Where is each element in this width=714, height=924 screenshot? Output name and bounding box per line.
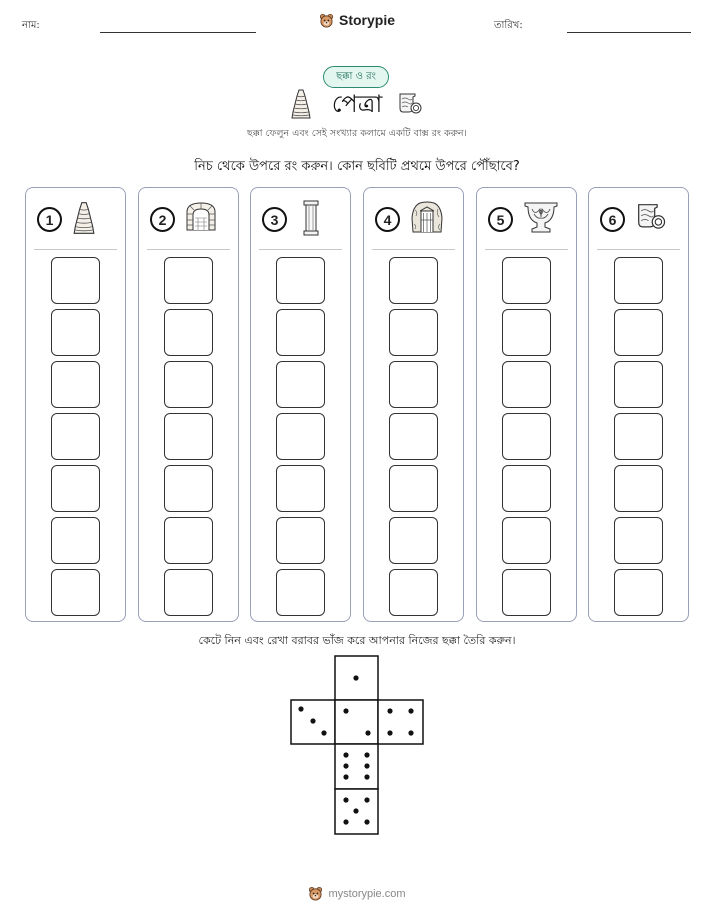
- column-number: 1: [37, 207, 62, 232]
- dice-face-4: [378, 700, 423, 744]
- column-number: 5: [488, 207, 513, 232]
- instruction-text: ছক্কা ফেলুন এবং সেই সংখ্যার কলামে একটি বাক্স রং করুন।: [247, 128, 467, 139]
- question-text: নিচ থেকে উপরে রং করুন। কোন ছবিটি প্রথমে উপরে পৌঁছাবে?: [194, 159, 520, 174]
- page-title: পেত্রা: [331, 90, 383, 118]
- footer: [0, 886, 714, 901]
- dice-face-2: [335, 700, 378, 744]
- column-number: 2: [150, 207, 175, 232]
- cut-instruction: কেটে নিন এবং রেখা বরাবর ভাঁজ করে আপনার নিজের ছক্কা তৈরি করুন।: [198, 634, 516, 647]
- activity-badge: ছক্কা ও রং: [323, 66, 389, 88]
- name-label: নাম:: [22, 20, 40, 31]
- column-number: 3: [262, 207, 287, 232]
- bear-mascot-icon: [308, 886, 323, 901]
- dice-face-6: [335, 744, 378, 789]
- brand-name: Storypie: [338, 12, 395, 28]
- column-number: 4: [375, 207, 400, 232]
- date-label: তারিখ:: [494, 20, 523, 31]
- column-number: 6: [600, 207, 625, 232]
- footer-url[interactable]: mystorypie.com: [328, 887, 406, 900]
